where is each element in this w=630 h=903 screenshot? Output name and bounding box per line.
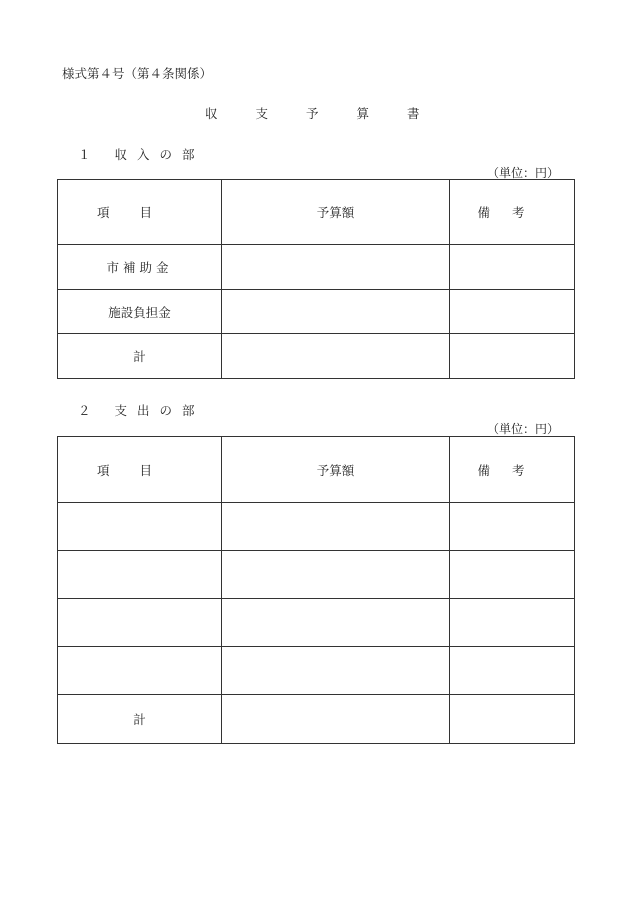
- income-total-remarks-cell[interactable]: [450, 334, 575, 379]
- expense-amount-cell[interactable]: [222, 503, 450, 551]
- expense-remarks-cell[interactable]: [450, 599, 575, 647]
- expense-header-remarks: 備考: [450, 437, 575, 503]
- expense-remarks-cell[interactable]: [450, 503, 575, 551]
- expense-total-remarks-cell[interactable]: [450, 695, 575, 744]
- expense-remarks-cell[interactable]: [450, 647, 575, 695]
- table-row: [58, 599, 575, 647]
- form-number: 様式第４号（第４条関係）: [62, 66, 213, 81]
- income-section-heading: １ 収入の部: [78, 147, 205, 162]
- expense-total-row: [58, 695, 575, 744]
- income-header-item: 項目: [58, 180, 222, 245]
- expense-amount-cell[interactable]: [222, 551, 450, 599]
- income-total-amount-cell[interactable]: [222, 334, 450, 379]
- expense-item-cell[interactable]: [58, 551, 222, 599]
- table-row: [58, 647, 575, 695]
- income-header-amount: 予算額: [222, 180, 450, 245]
- income-total-row: [58, 334, 575, 379]
- income-remarks-cell[interactable]: [450, 290, 575, 334]
- expense-header-item: 項目: [58, 437, 222, 503]
- expense-amount-cell[interactable]: [222, 647, 450, 695]
- expense-total-label: 計: [58, 695, 222, 744]
- expense-section-heading: ２ 支出の部: [78, 403, 205, 418]
- expense-table: [57, 436, 575, 744]
- document-title: 収支予算書: [205, 106, 458, 121]
- table-row: [58, 503, 575, 551]
- income-item-cell: 市補助金: [58, 245, 222, 290]
- income-remarks-cell[interactable]: [450, 245, 575, 290]
- income-item-cell: 施設負担金: [58, 290, 222, 334]
- expense-item-cell[interactable]: [58, 647, 222, 695]
- expense-remarks-cell[interactable]: [450, 551, 575, 599]
- expense-unit-label: （単位：円）: [486, 422, 559, 436]
- income-table: [57, 179, 575, 379]
- expense-total-amount-cell[interactable]: [222, 695, 450, 744]
- income-header-remarks: 備考: [450, 180, 575, 245]
- income-header-row: [58, 180, 575, 245]
- expense-amount-cell[interactable]: [222, 599, 450, 647]
- income-unit-label: （単位：円）: [486, 166, 559, 180]
- expense-header-row: [58, 437, 575, 503]
- income-amount-cell[interactable]: [222, 290, 450, 334]
- income-total-label: 計: [58, 334, 222, 379]
- table-row: [58, 245, 575, 290]
- expense-header-amount: 予算額: [222, 437, 450, 503]
- expense-item-cell[interactable]: [58, 599, 222, 647]
- income-amount-cell[interactable]: [222, 245, 450, 290]
- expense-item-cell[interactable]: [58, 503, 222, 551]
- table-row: [58, 290, 575, 334]
- table-row: [58, 551, 575, 599]
